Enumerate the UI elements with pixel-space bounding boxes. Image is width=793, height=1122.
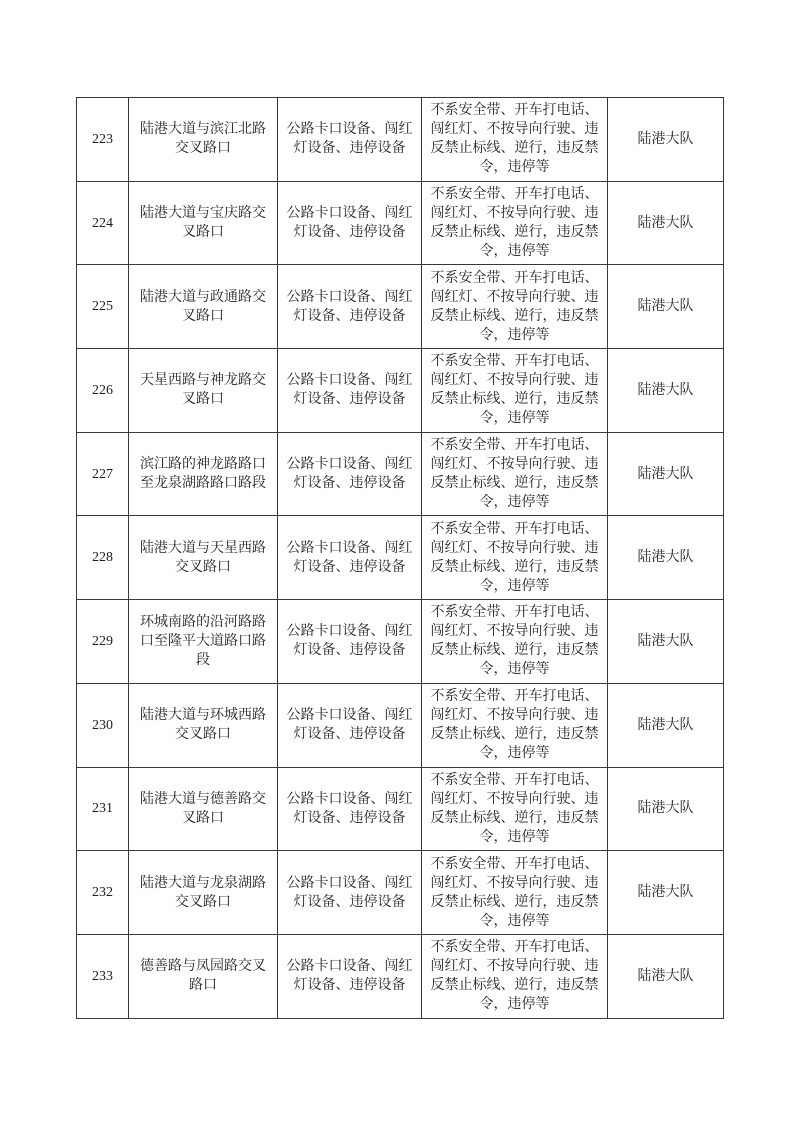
cell-violations: 不系安全带、开车打电话、闯红灯、不按导向行驶、违反禁止标线、逆行，违反禁令，违停等: [422, 600, 608, 684]
cell-row-number: 223: [77, 98, 129, 182]
cell-unit: 陆港大队: [608, 851, 724, 935]
cell-equipment: 公路卡口设备、闯红灯设备、违停设备: [278, 516, 422, 600]
cell-violations: 不系安全带、开车打电话、闯红灯、不按导向行驶、违反禁止标线、逆行，违反禁令，违停等: [422, 767, 608, 851]
cell-equipment: 公路卡口设备、闯红灯设备、违停设备: [278, 432, 422, 516]
cell-unit: 陆港大队: [608, 767, 724, 851]
cell-row-number: 232: [77, 851, 129, 935]
cell-equipment: 公路卡口设备、闯红灯设备、违停设备: [278, 181, 422, 265]
cell-location: 陆港大道与滨江北路交叉路口: [129, 98, 278, 182]
cell-unit: 陆港大队: [608, 181, 724, 265]
cell-violations: 不系安全带、开车打电话、闯红灯、不按导向行驶、违反禁止标线、逆行，违反禁令，违停等: [422, 683, 608, 767]
cell-violations: 不系安全带、开车打电话、闯红灯、不按导向行驶、违反禁止标线、逆行，违反禁令，违停等: [422, 432, 608, 516]
cell-violations: 不系安全带、开车打电话、闯红灯、不按导向行驶、违反禁止标线、逆行，违反禁令，违停等: [422, 851, 608, 935]
cell-unit: 陆港大队: [608, 683, 724, 767]
cell-location: 陆港大道与环城西路交叉路口: [129, 683, 278, 767]
table-row: [77, 516, 724, 600]
cell-equipment: 公路卡口设备、闯红灯设备、违停设备: [278, 349, 422, 433]
cell-location: 陆港大道与德善路交叉路口: [129, 767, 278, 851]
cell-location: 陆港大道与政通路交叉路口: [129, 265, 278, 349]
table-row: [77, 934, 724, 1018]
cell-unit: 陆港大队: [608, 934, 724, 1018]
cell-location: 环城南路的沿河路路口至隆平大道路口路段: [129, 600, 278, 684]
table-row: [77, 851, 724, 935]
cell-equipment: 公路卡口设备、闯红灯设备、违停设备: [278, 265, 422, 349]
table-row: [77, 600, 724, 684]
cell-unit: 陆港大队: [608, 265, 724, 349]
table-row: [77, 265, 724, 349]
table-row: [77, 767, 724, 851]
cell-row-number: 226: [77, 349, 129, 433]
cell-violations: 不系安全带、开车打电话、闯红灯、不按导向行驶、违反禁止标线、逆行，违反禁令，违停等: [422, 265, 608, 349]
cell-row-number: 227: [77, 432, 129, 516]
cell-violations: 不系安全带、开车打电话、闯红灯、不按导向行驶、违反禁止标线、逆行，违反禁令，违停等: [422, 934, 608, 1018]
cell-violations: 不系安全带、开车打电话、闯红灯、不按导向行驶、违反禁止标线、逆行，违反禁令，违停等: [422, 516, 608, 600]
cell-violations: 不系安全带、开车打电话、闯红灯、不按导向行驶、违反禁止标线、逆行，违反禁令，违停等: [422, 349, 608, 433]
cell-unit: 陆港大队: [608, 432, 724, 516]
monitoring-points-table-body: [77, 98, 724, 1019]
cell-row-number: 233: [77, 934, 129, 1018]
cell-location: 滨江路的神龙路路口至龙泉湖路路口路段: [129, 432, 278, 516]
cell-location: 陆港大道与天星西路交叉路口: [129, 516, 278, 600]
cell-equipment: 公路卡口设备、闯红灯设备、违停设备: [278, 851, 422, 935]
cell-unit: 陆港大队: [608, 349, 724, 433]
cell-row-number: 231: [77, 767, 129, 851]
table-row: [77, 349, 724, 433]
cell-location: 陆港大道与龙泉湖路交叉路口: [129, 851, 278, 935]
cell-equipment: 公路卡口设备、闯红灯设备、违停设备: [278, 600, 422, 684]
cell-equipment: 公路卡口设备、闯红灯设备、违停设备: [278, 683, 422, 767]
cell-location: 陆港大道与宝庆路交叉路口: [129, 181, 278, 265]
cell-row-number: 224: [77, 181, 129, 265]
cell-equipment: 公路卡口设备、闯红灯设备、违停设备: [278, 767, 422, 851]
cell-row-number: 225: [77, 265, 129, 349]
cell-equipment: 公路卡口设备、闯红灯设备、违停设备: [278, 98, 422, 182]
cell-row-number: 229: [77, 600, 129, 684]
table-row: [77, 432, 724, 516]
cell-violations: 不系安全带、开车打电话、闯红灯、不按导向行驶、违反禁止标线、逆行，违反禁令，违停等: [422, 181, 608, 265]
table-row: [77, 98, 724, 182]
monitoring-points-table: [76, 97, 724, 1019]
cell-unit: 陆港大队: [608, 600, 724, 684]
cell-violations: 不系安全带、开车打电话、闯红灯、不按导向行驶、违反禁止标线、逆行，违反禁令，违停等: [422, 98, 608, 182]
cell-row-number: 230: [77, 683, 129, 767]
cell-location: 天星西路与神龙路交叉路口: [129, 349, 278, 433]
cell-equipment: 公路卡口设备、闯红灯设备、违停设备: [278, 934, 422, 1018]
cell-location: 德善路与凤园路交叉路口: [129, 934, 278, 1018]
table-row: [77, 181, 724, 265]
cell-row-number: 228: [77, 516, 129, 600]
cell-unit: 陆港大队: [608, 98, 724, 182]
cell-unit: 陆港大队: [608, 516, 724, 600]
table-row: [77, 683, 724, 767]
